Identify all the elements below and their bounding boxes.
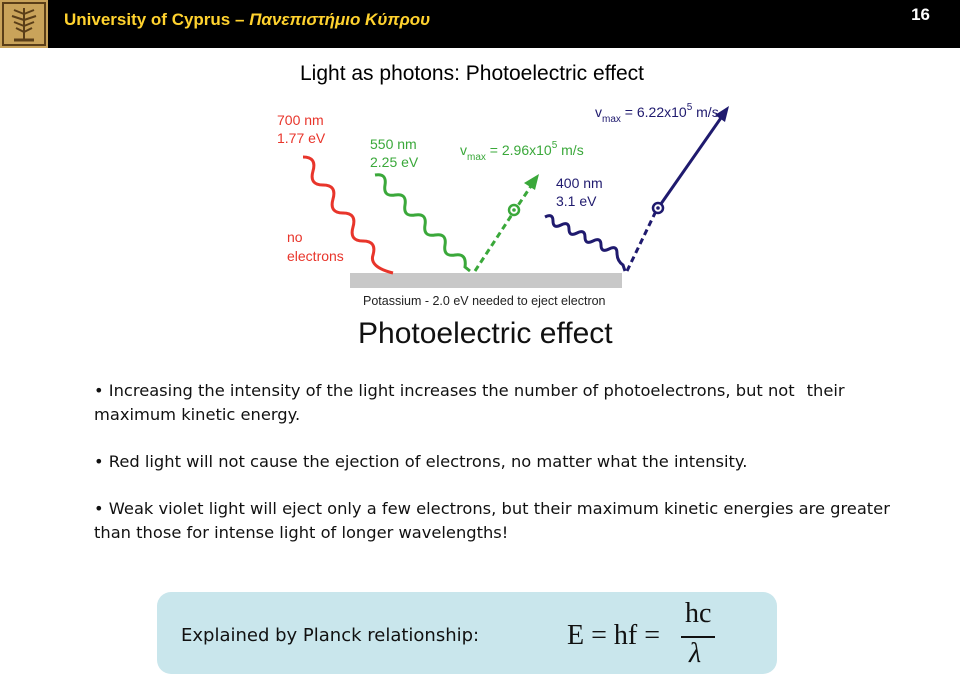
bullet-text: Increasing the intensity of the light increases the number of photoelectrons, but not [108,381,795,400]
violet-light-wave [545,216,625,271]
formula-denominator: λ [689,638,702,669]
bullet-text: Weak violet light will eject only a few electrons, but their maximum kinetic energies are greater than those for intense light of longer wavelengths! [94,499,890,542]
university-name-en: University of Cyprus [64,10,231,29]
slide-title: Light as photons: Photoelectric effect [300,62,644,85]
violet-electron-path [627,211,656,271]
figure-title: Photoelectric effect [358,317,613,350]
bullet-item: • Weak violet light will eject only a few electrons, but their maximum kinetic energies are greater than those for intense light of longer wavelengths! [94,499,890,542]
slide-number: 16 [911,5,930,24]
violet-vmax-label: $v_{max} = 6.22x10^5$ m/s [595,102,719,125]
planck-relationship-box [157,592,777,674]
bullet-item: • Increasing the intensity of the light increases the number of photoelectrons, but not their maximum kinetic energy. [94,381,845,424]
green-vmax-label: $v_{max} = 2.96x10^5$ m/s [460,140,584,163]
green-light-wave [375,175,470,271]
university-name-dash: – [235,10,245,29]
violet-wavelength-label: 400 nm [556,175,603,191]
potassium-surface [350,273,622,288]
university-logo [0,0,48,48]
green-arrow-head [524,174,539,190]
formula-numerator: hc [685,598,712,629]
header-bar [0,0,960,48]
red-wavelength-label: 700 nm [277,112,324,128]
red-energy-label: 1.77 eV [277,130,326,146]
green-electron-path [475,213,513,271]
no-electrons-label-2: electrons [287,248,344,264]
university-name [64,10,430,30]
bullet-list [94,379,904,568]
violet-energy-label: 3.1 eV [556,193,597,209]
bullet-text: Red light will not cause the ejection of electrons, no matter what the intensity. [108,452,748,471]
planck-label: Explained by Planck relationship: [181,625,480,646]
surface-caption: Potassium - 2.0 eV needed to eject electron [363,294,606,308]
green-energy-label: 2.25 eV [370,154,419,170]
green-wavelength-label: 550 nm [370,136,417,152]
university-name-gr: Πανεπιστήμιο Κύπρου [249,10,431,29]
photoelectric-diagram [265,95,745,350]
bullet-text-cont: their maximum kinetic energy. [94,381,845,424]
bullet-item: • Red light will not cause the ejection of electrons, no matter what the intensity. [94,452,748,471]
no-electrons-label-1: no [287,229,303,245]
formula-main: E = hf = [567,620,661,651]
